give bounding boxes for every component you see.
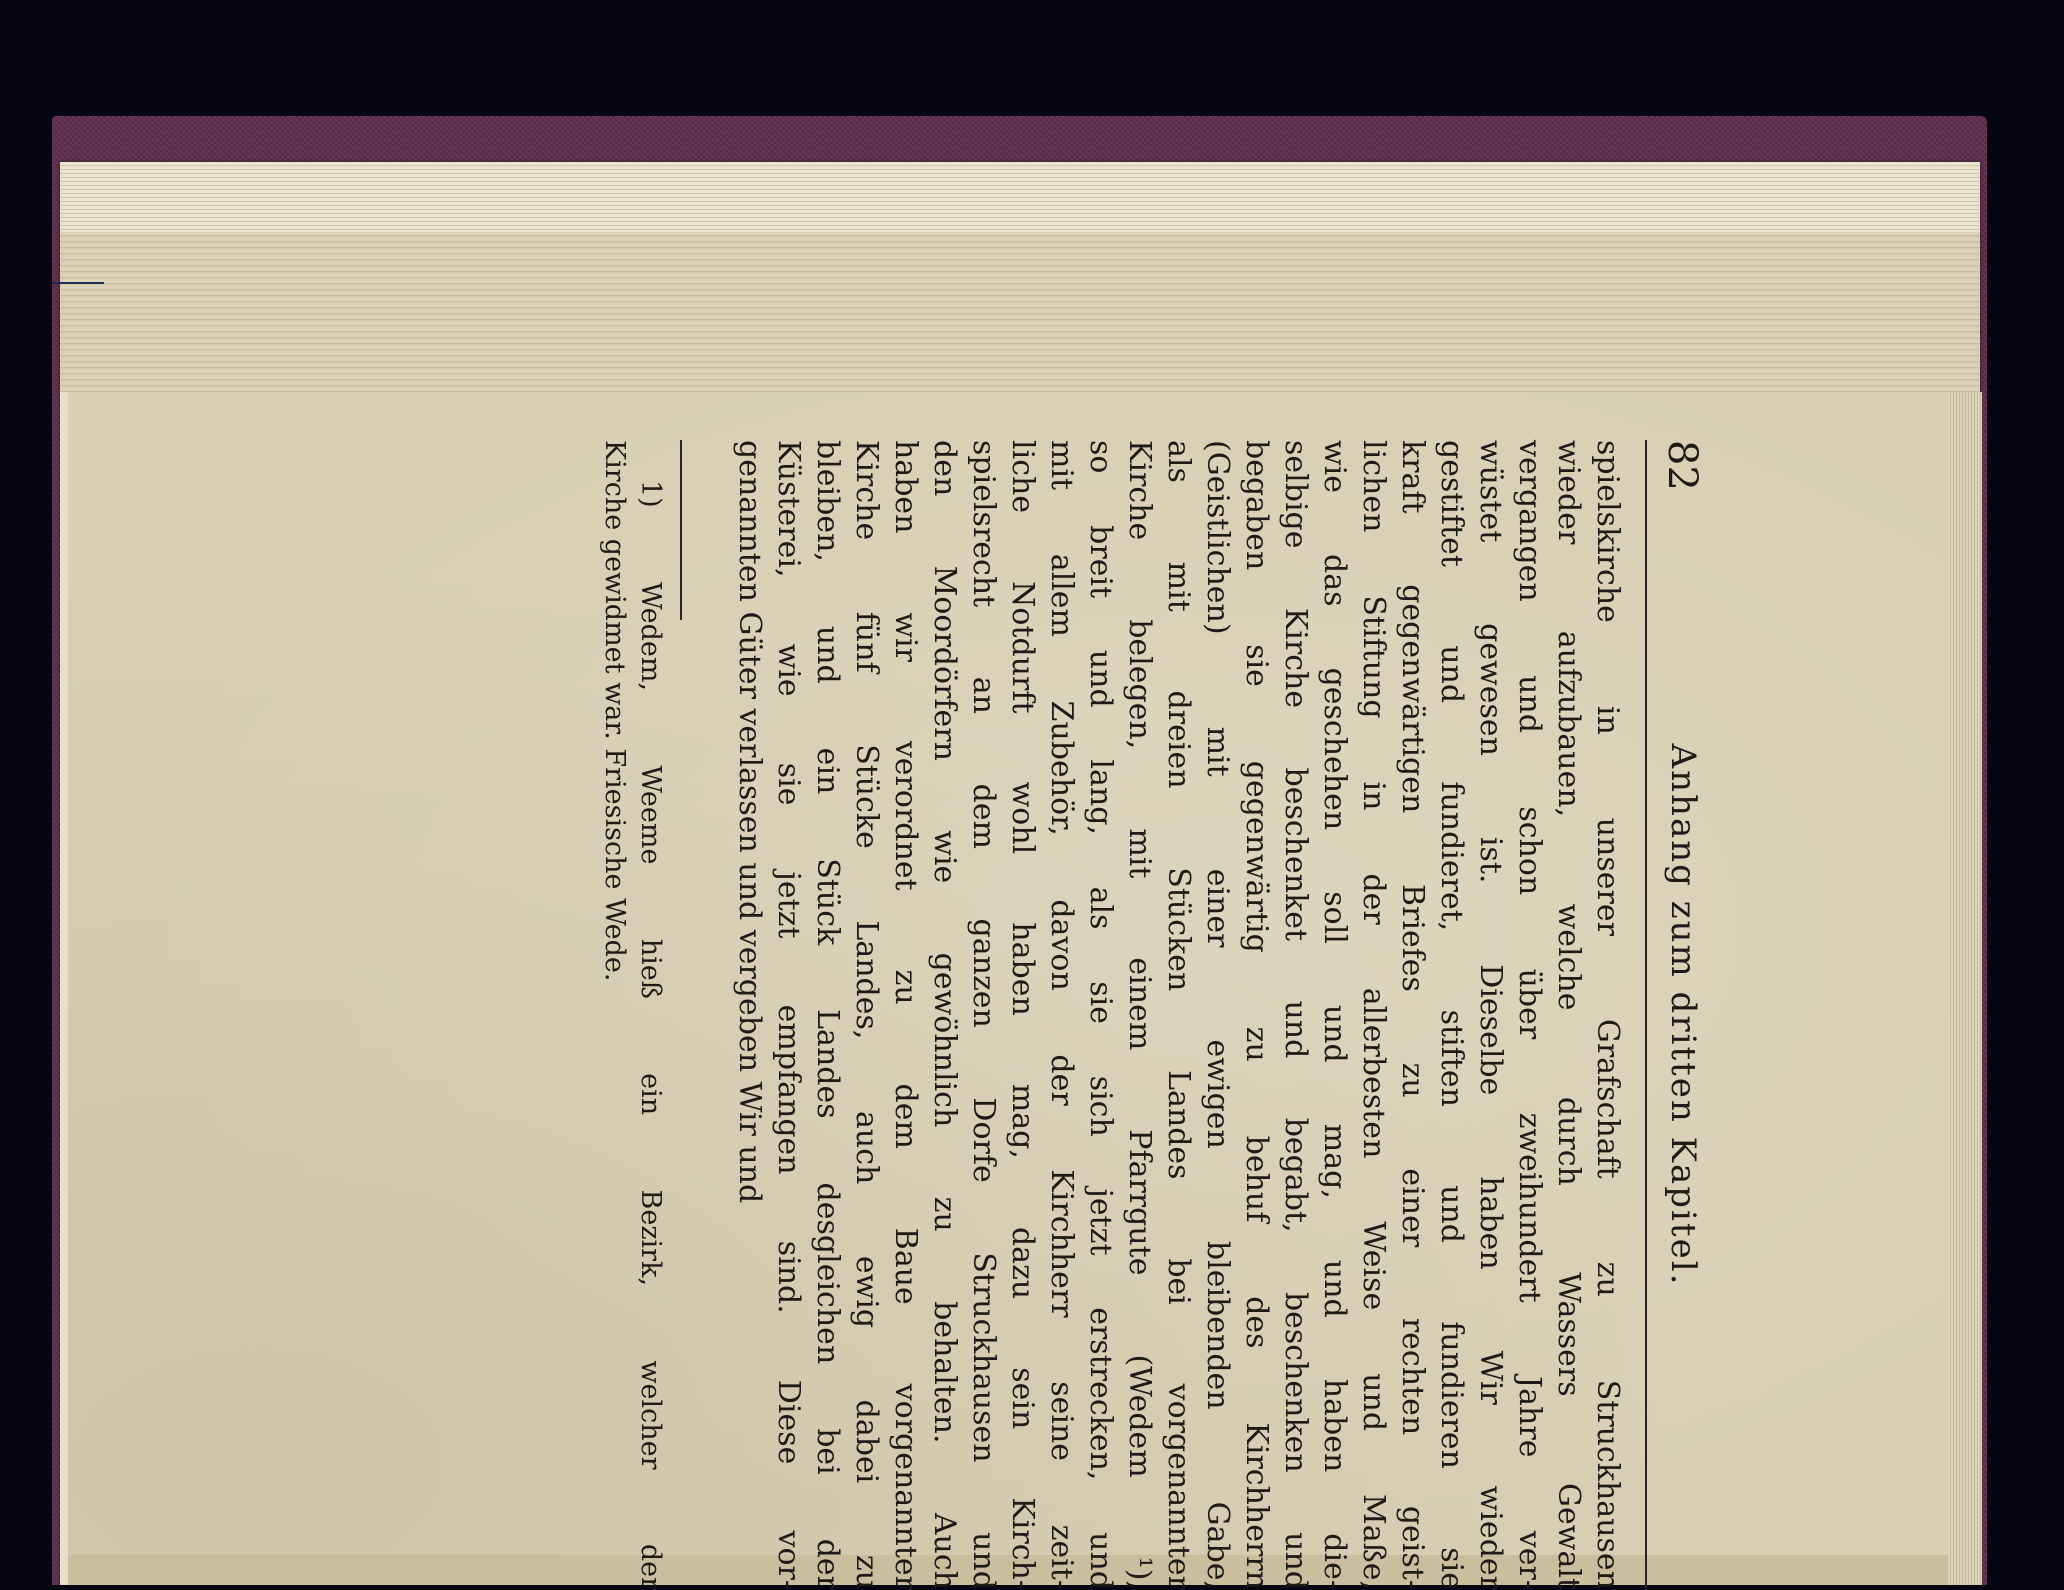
body-line: liche Notdurft wohl haben mag, dazu sein Kirch- — [1005, 440, 1040, 1590]
body-line: vergangen und schon über zweihundert Jahre ver- — [1512, 440, 1547, 1590]
body-line: (Geistlichen) mit einer ewigen bleibenden Gabe, — [1200, 440, 1235, 1590]
body-line: begaben sie gegenwärtig zu behuf des Kirchherrn — [1239, 440, 1274, 1590]
chapter-title: Anhang zum dritten Kapitel. — [1663, 743, 1703, 1287]
body-line: bleiben, und ein Stück Landes desgleichen bei der — [810, 440, 845, 1590]
body-line: kraft gegenwärtigen Briefes zu einer rechten geist- — [1395, 440, 1430, 1590]
footnote-line: Kirche gewidmet war. Friesische Wede. — [599, 440, 630, 982]
body-line: gestiftet und fundieret, stiften und fundieren sie — [1434, 440, 1469, 1590]
footnote-line: 1) Wedem, Weeme hieß ein Bezirk, welcher der — [635, 480, 666, 1590]
body-line: so breit und lang, als sie sich jetzt erstrecken, und — [1083, 440, 1118, 1590]
body-text — [730, 440, 1627, 1590]
bookmark-tab — [52, 282, 104, 284]
body-line: spielskirche in unserer Grafschaft zu Struckhausen — [1590, 440, 1625, 1590]
page-edges — [60, 232, 1980, 392]
body-line: wüstet gewesen ist. Dieselbe haben Wir wieder — [1473, 440, 1508, 1590]
footnote — [596, 440, 668, 1590]
body-line: als mit dreien Stücken Landes bei vorgenannter — [1161, 440, 1196, 1590]
body-line: Küsterei, wie sie jetzt empfangen sind. Diese vor- — [771, 440, 806, 1590]
body-line: mit allem Zubehör, davon der Kirchherr seine zeit- — [1044, 440, 1079, 1590]
body-line: wieder aufzubauen, welche durch Wassers Gewalt — [1551, 440, 1586, 1590]
body-line: haben wir verordnet zu dem Baue vorgenannter — [888, 440, 923, 1590]
body-line: Kirche fünf Stücke Landes, auch ewig dabei zu — [849, 440, 884, 1590]
body-line: selbige Kirche beschenket und begabt, beschenken und — [1278, 440, 1313, 1590]
body-line: wie das geschehen soll und mag, und haben die- — [1317, 440, 1352, 1590]
page-text-block — [305, 440, 1705, 1590]
body-line: genannten Güter verlassen und vergeben Wir und — [732, 440, 767, 1204]
page-top-edge — [60, 162, 1980, 232]
body-line: den Moordörfern wie gewöhnlich zu behalten. Auch — [927, 440, 962, 1590]
page-side-edge — [1948, 392, 1982, 1585]
footnote-rule — [680, 440, 682, 620]
body-line: spielsrecht an dem ganzen Dorfe Struckhausen und — [966, 440, 1001, 1590]
body-line: lichen Stiftung in der allerbesten Weise und Maße, — [1356, 440, 1391, 1590]
running-head — [1647, 440, 1705, 1590]
body-line: Kirche belegen, mit einem Pfarrgute (Wedem ¹), — [1122, 440, 1157, 1590]
page-number: 82 — [1659, 440, 1705, 491]
